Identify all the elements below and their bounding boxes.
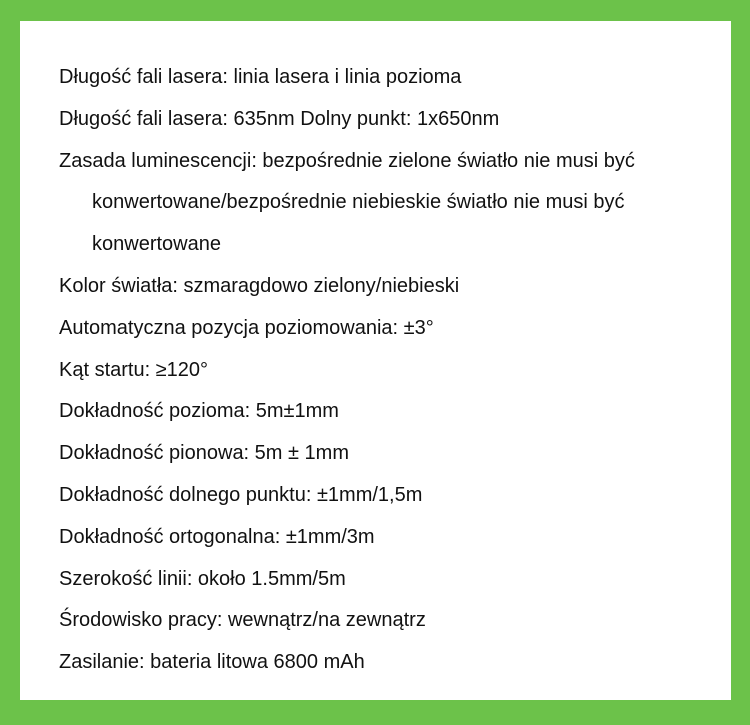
spec-bottom-point-accuracy: Dokładność dolnego punktu: ±1mm/1,5m — [59, 483, 423, 506]
spec-line-width: Szerokość linii: około 1.5mm/5m — [59, 567, 346, 590]
spec-light-color: Kolor światła: szmaragdowo zielony/niebieski — [59, 274, 460, 297]
spec-wavelength-lines: Długość fali lasera: linia lasera i linia pozioma — [59, 66, 462, 88]
spec-vertical-accuracy: Dokładność pionowa: 5m ± 1mm — [59, 442, 349, 465]
spec-luminescence: Zasada luminescencji: bezpośrednie zielone światło nie musi być konwertowane/bezpośrednie niebieskie światło nie musi być konwertowane — [59, 149, 635, 256]
spec-environment: Środowisko pracy: wewnątrz/na zewnątrz — [59, 609, 426, 632]
spec-horizontal-accuracy: Dokładność pozioma: 5m±1mm — [59, 400, 339, 423]
spec-start-angle: Kąt startu: ≥120° — [59, 358, 209, 381]
spec-orthogonal-accuracy: Dokładność ortogonalna: ±1mm/3m — [59, 525, 375, 548]
spec-auto-leveling: Automatyczna pozycja poziomowania: ±3° — [59, 316, 434, 339]
spec-list — [59, 57, 719, 684]
spec-wavelength-values: Długość fali lasera: 635nm Dolny punkt: 1x650nm — [59, 107, 500, 130]
spec-panel — [20, 21, 731, 700]
spec-power: Zasilanie: bateria litowa 6800 mAh — [59, 651, 365, 674]
